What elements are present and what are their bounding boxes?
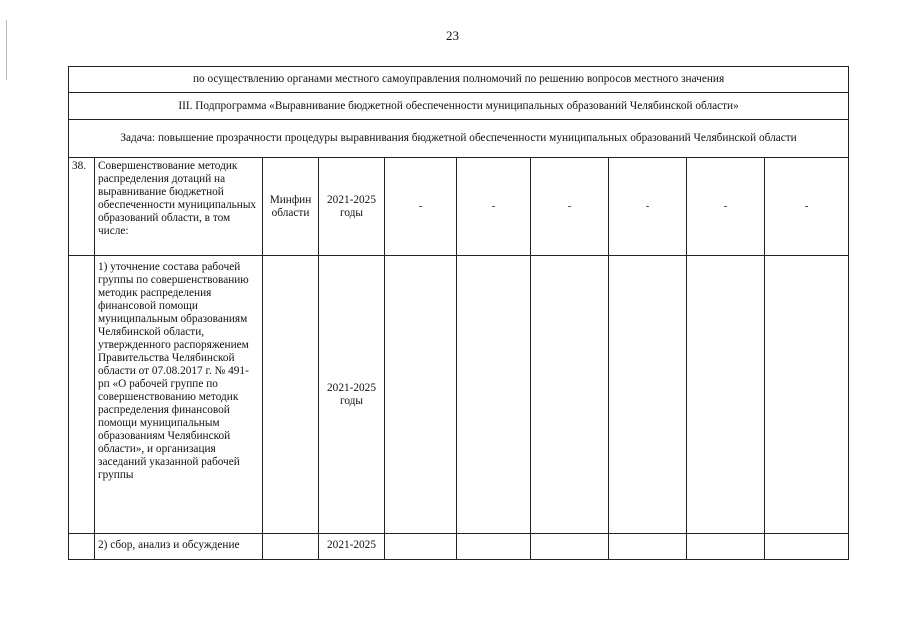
executor: Минфин области [263,158,319,256]
value-cell [457,534,531,560]
page-number: 23 [446,28,459,43]
value-cell [385,534,457,560]
value-cell [385,256,457,534]
table-row [69,158,849,256]
executor [263,534,319,560]
measure-name: Совершенствование методик распределения дотаций на выравнивание бюджетной обеспеченности муниципальных образований области, в том числе: [95,158,263,256]
period: 2021-2025 годы [319,158,385,256]
value-cell [765,534,849,560]
value-cell [457,256,531,534]
value-cell: - [609,158,687,256]
period: 2021-2025 годы [319,256,385,534]
measure-name: 1) уточнение состава рабочей группы по совершенствованию методик распределения финансовой помощи муниципальным образованиям Челябинской области, утвержденного распоряжением Правительства Челябинской области от 07.08.2017 г. № 491-рп «О рабочей группе по совершенствованию методик распределения финансовой помощи муниципальным образованиям Челябинской области», и организация заседаний указанной рабочей группы [95,256,263,534]
row-number [69,256,95,534]
value-cell: - [457,158,531,256]
value-cell: - [385,158,457,256]
measure-name: 2) сбор, анализ и обсуждение [95,534,263,560]
value-cell [687,534,765,560]
header-row-continuation: по осуществлению органами местного самоуправления полномочий по решению вопросов местного значения [69,67,849,93]
value-cell: - [687,158,765,256]
task-row: Задача: повышение прозрачности процедуры выравнивания бюджетной обеспеченности муниципальных образований Челябинской области [69,120,849,158]
period: 2021-2025 [319,534,385,560]
table-row [69,534,849,560]
row-number [69,534,95,560]
value-cell [687,256,765,534]
margin-marks [6,20,7,80]
value-cell [531,256,609,534]
table-row [69,256,849,534]
value-cell [765,256,849,534]
value-cell: - [765,158,849,256]
executor [263,256,319,534]
value-cell [609,534,687,560]
value-cell [531,534,609,560]
value-cell: - [531,158,609,256]
measures-table [68,66,849,560]
row-number: 38. [69,158,95,256]
subprogram-title: III. Подпрограмма «Выравнивание бюджетной обеспеченности муниципальных образований Челябинской области» [69,93,849,120]
value-cell [609,256,687,534]
